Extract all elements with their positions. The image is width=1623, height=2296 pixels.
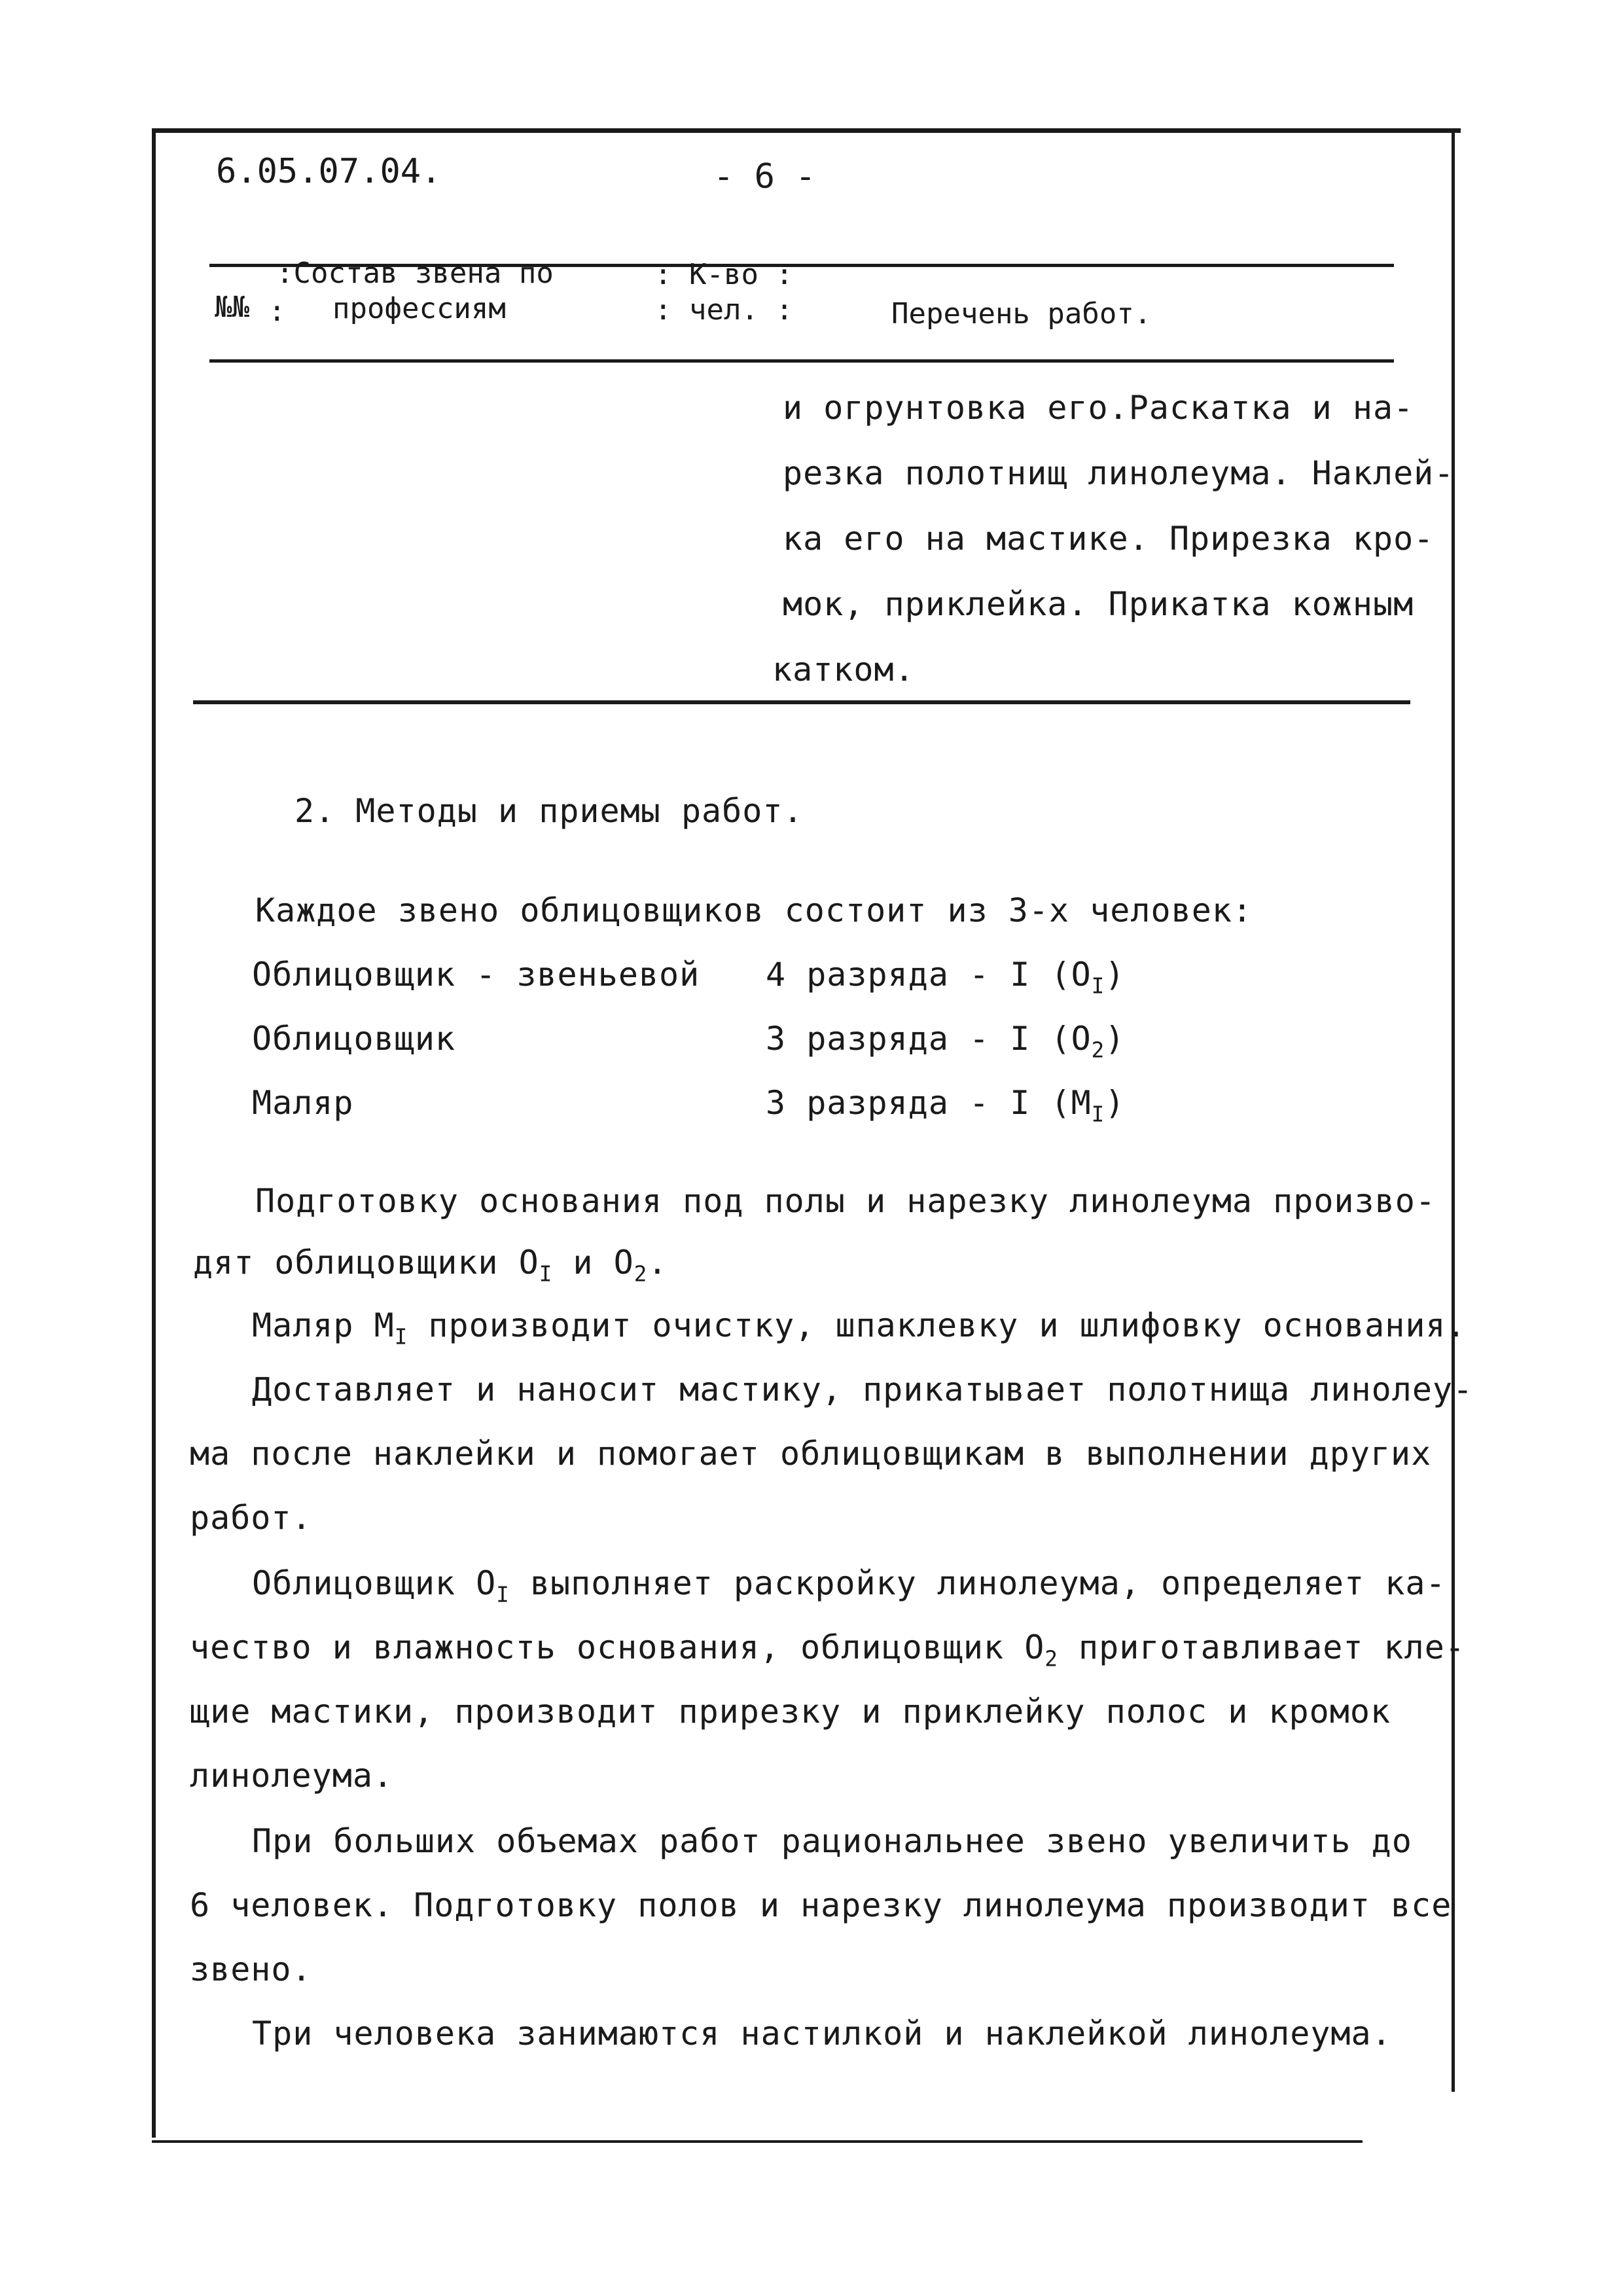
frame-top-border <box>152 128 1461 133</box>
document-code: 6.05.07.04. <box>216 152 442 191</box>
para1-line2: дят облицовщики $О_I$ и $О_2$. <box>193 1244 668 1287</box>
work-line-4: мок, приклейка. Прикатка кожным <box>783 585 1414 623</box>
header-number-colon: : <box>268 295 286 328</box>
para5-line1: Три человека занимаются настилкой и наклейкой линолеума. <box>252 2015 1392 2053</box>
para2-line2: Доставляет и наносит мастику, прикатывает полотнища линолеу- <box>252 1371 1474 1408</box>
role-name-1: Облицовщик - звеньевой <box>252 956 700 994</box>
para2-line1: Маляр $М_I$ производит очистку, шпаклевку и шлифовку основания. <box>252 1306 1467 1350</box>
page-number: - 6 - <box>713 157 816 196</box>
para1-line1: Подготовку основания под полы и нарезку линолеума произво- <box>255 1182 1436 1220</box>
header-quantity-line2: : чел. : <box>654 293 793 327</box>
para4-line1: При больших объемах работ рациональнее звено увеличить до <box>252 1822 1412 1860</box>
frame-left-border <box>152 128 156 2138</box>
header-composition-line1: :Состав звена по <box>276 257 554 290</box>
header-number: №№ <box>215 291 249 324</box>
para2-line4: работ. <box>190 1499 312 1537</box>
frame-right-border <box>1452 128 1455 2092</box>
role-name-3: Маляр <box>252 1084 354 1122</box>
para3-line1: Облицовщик $О_I$ выполняет раскройку линолеума, определяет ка- <box>252 1564 1446 1607</box>
section-title: 2. Методы и приемы работ. <box>294 792 804 830</box>
para4-line3: звено. <box>190 1950 312 1988</box>
role-grade-3: 3 разряда - I $(M_I)$ <box>766 1084 1126 1127</box>
table-bottom-rule <box>193 700 1410 704</box>
work-line-3: ка его на мастике. Прирезка кро- <box>783 520 1435 558</box>
role-grade-2: 3 разряда - I $(O_2)$ <box>766 1020 1126 1063</box>
role-name-2: Облицовщик <box>252 1020 456 1058</box>
table-header-rule <box>209 359 1394 363</box>
header-quantity-line1: : К-во : <box>654 258 793 291</box>
work-line-5: катком. <box>772 651 915 689</box>
para3-line2: чество и влажность основания, облицовщик $О_2$ приготавливает кле- <box>190 1628 1465 1672</box>
work-line-1: и огрунтовка его.Раскатка и на- <box>783 389 1414 427</box>
work-line-2: резка полотнищ линолеума. Наклей- <box>783 454 1455 492</box>
frame-bottom-border <box>152 2140 1363 2143</box>
role-grade-1: 4 разряда - I $(O_I)$ <box>766 956 1126 999</box>
para2-line3: ма после наклейки и помогает облицовщикам в выполнении других <box>190 1435 1432 1473</box>
para3-line3: щие мастики, производит прирезку и приклейку полос и кромок <box>190 1693 1391 1731</box>
section-intro: Каждое звено облицовщиков состоит из 3-х человек: <box>255 891 1253 929</box>
para3-line4: линолеума. <box>190 1757 394 1795</box>
para4-line2: 6 человек. Подготовку полов и нарезку линолеума производит все <box>190 1886 1452 1924</box>
header-work-list: Перечень работ. <box>891 297 1152 331</box>
header-composition-line2: профессиям <box>332 292 506 325</box>
